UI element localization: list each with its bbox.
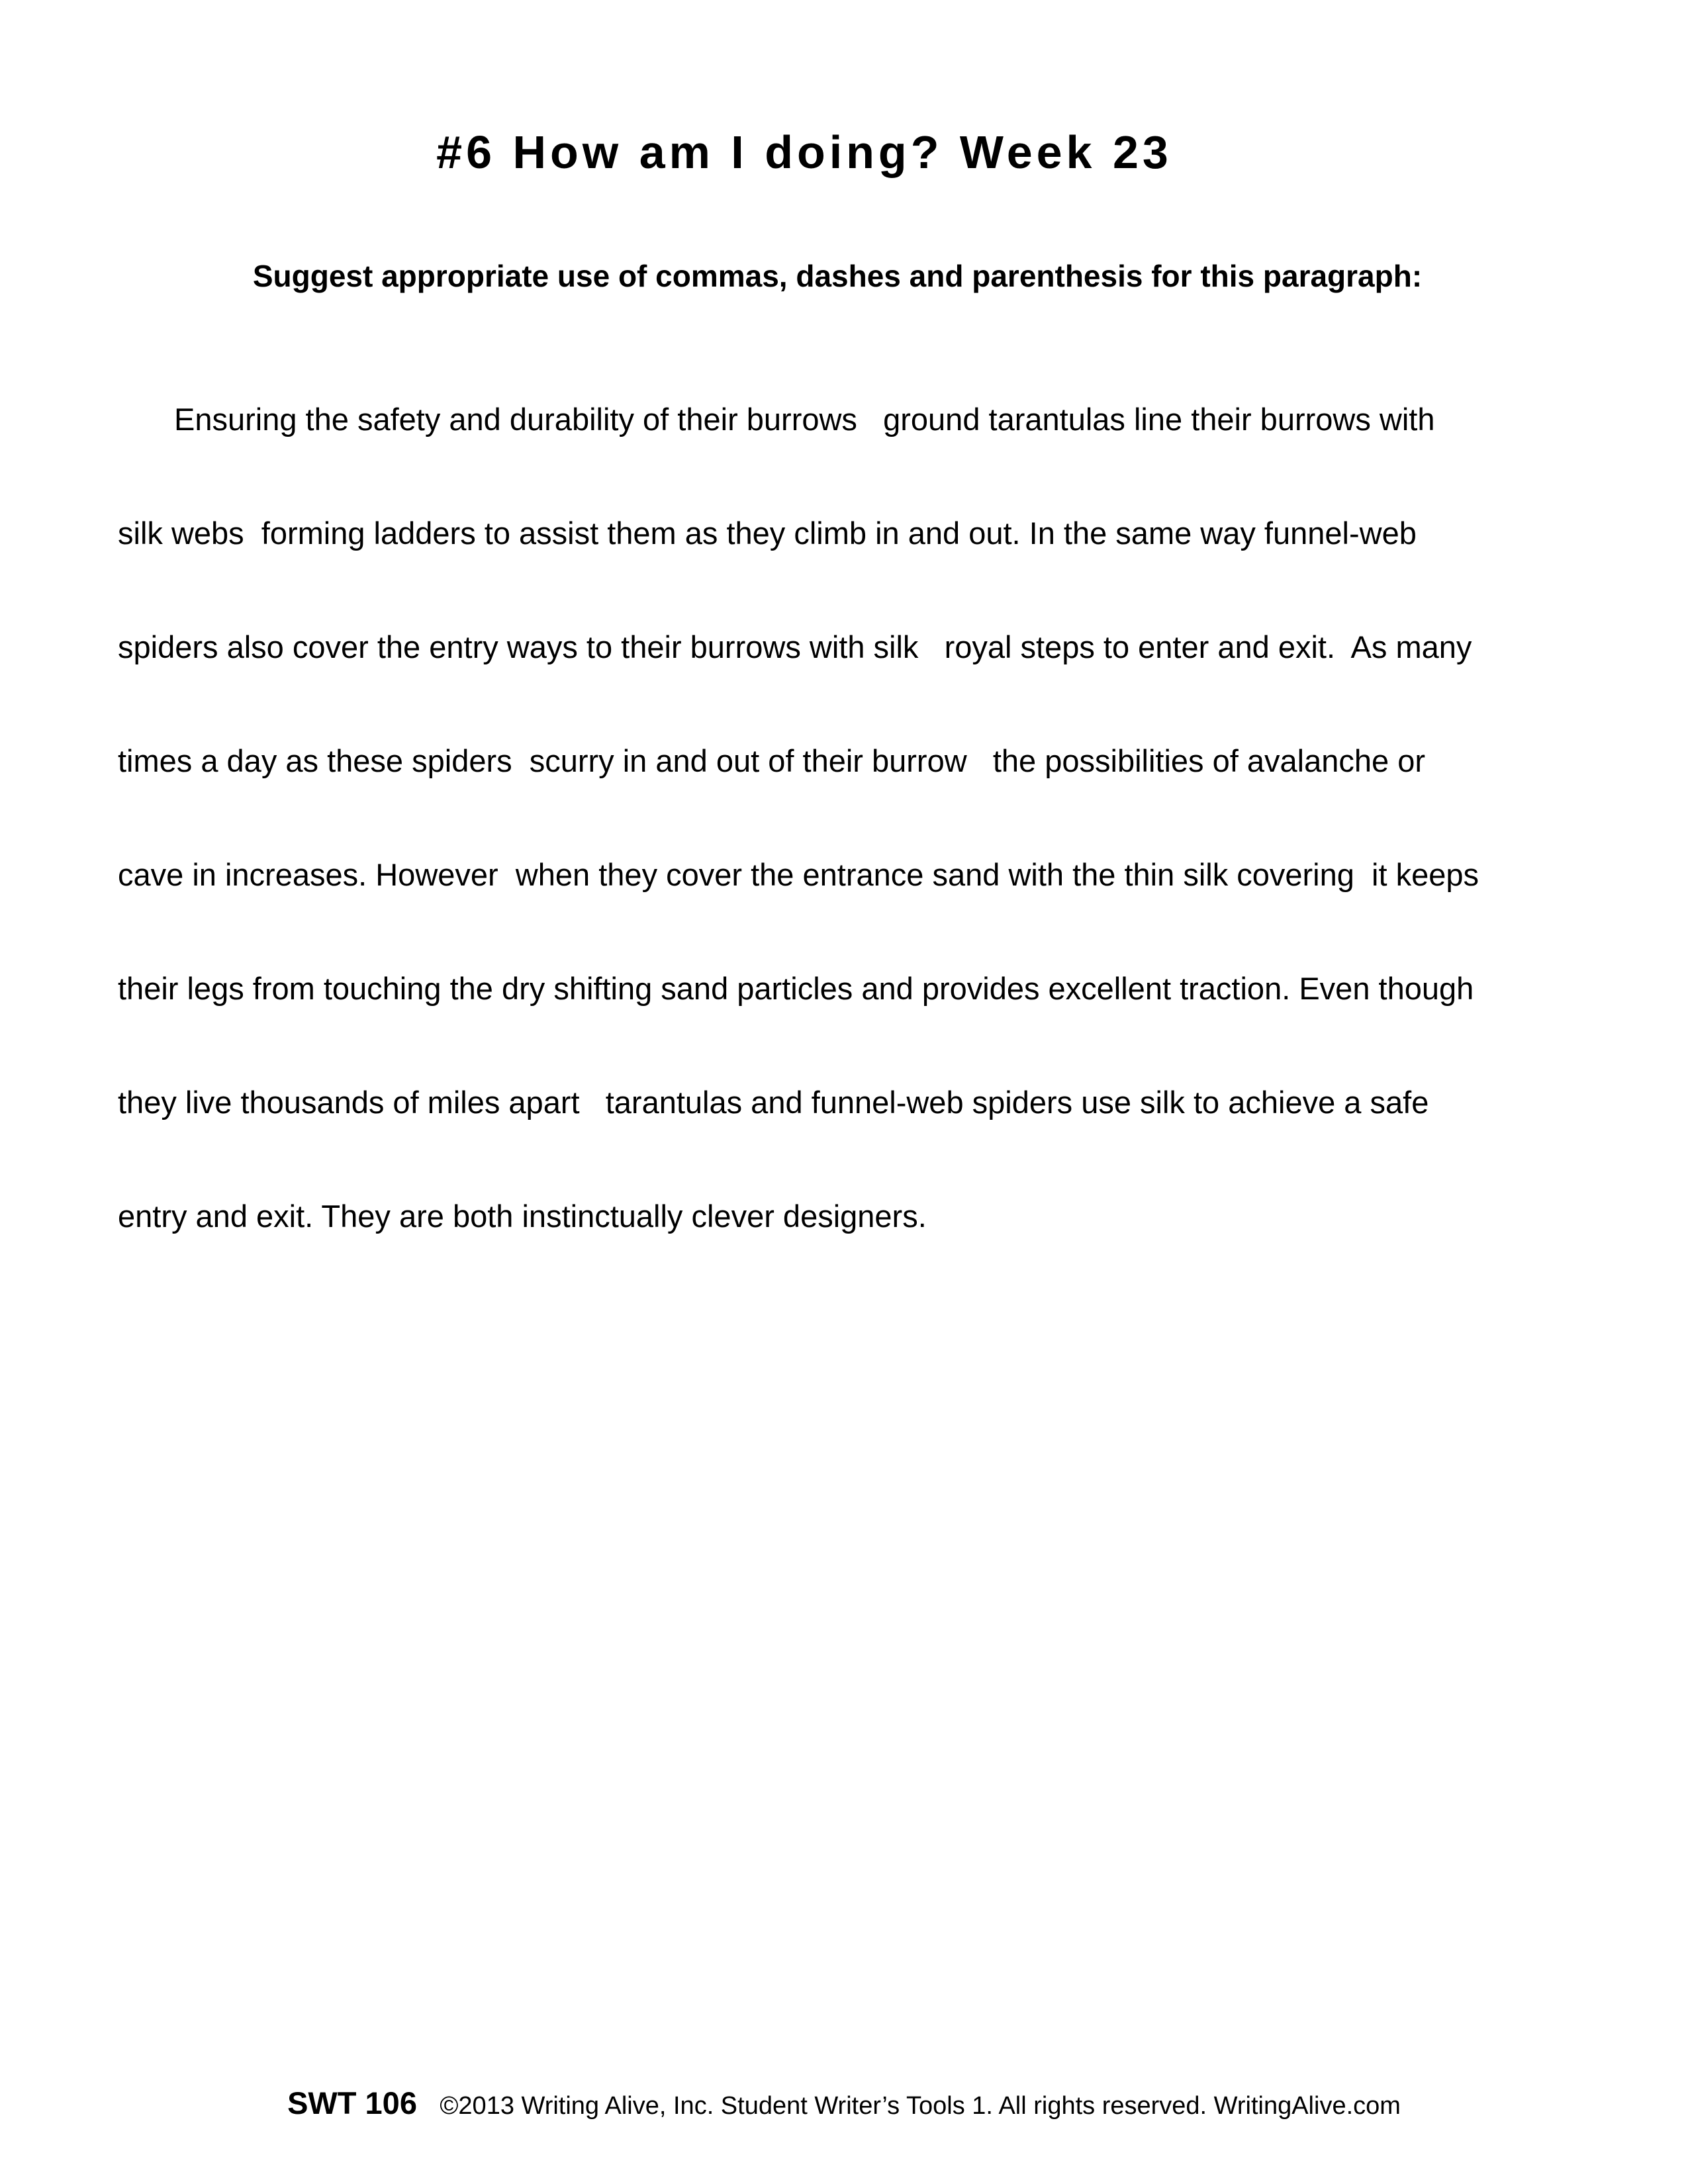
- page-footer: [0, 2085, 1688, 2121]
- exercise-paragraph: [118, 389, 1601, 1300]
- paragraph-line: Ensuring the safety and durability of their burrows ground tarantulas line their burrows with: [174, 402, 1435, 437]
- footer-page-code: SWT 106: [287, 2085, 417, 2120]
- instruction-text: Suggest appropriate use of commas, dashes and parenthesis for this paragraph:: [252, 259, 1423, 293]
- paragraph-line: they live thousands of miles apart tarantulas and funnel-web spiders use silk to achieve a safe: [118, 1085, 1429, 1120]
- paragraph-line: spiders also cover the entry ways to their burrows with silk royal steps to enter and exit. As many: [118, 629, 1472, 664]
- paragraph-line: their legs from touching the dry shifting sand particles and provides excellent traction. Even though: [118, 971, 1474, 1006]
- paragraph-line: entry and exit. They are both instinctually clever designers.: [118, 1199, 927, 1234]
- footer-copyright: ©2013 Writing Alive, Inc. Student Writer’s Tools 1. All rights reserved. WritingAlive.com: [440, 2092, 1401, 2120]
- paragraph-line: silk webs forming ladders to assist them as they climb in and out. In the same way funnel-web: [118, 516, 1417, 551]
- page-title: #6 How am I doing? Week 23: [436, 126, 1172, 178]
- paragraph-line: times a day as these spiders scurry in and out of their burrow the possibilities of avalanche or: [118, 743, 1425, 778]
- paragraph-line: cave in increases. However when they cover the entrance sand with the thin silk covering it keeps: [118, 857, 1479, 892]
